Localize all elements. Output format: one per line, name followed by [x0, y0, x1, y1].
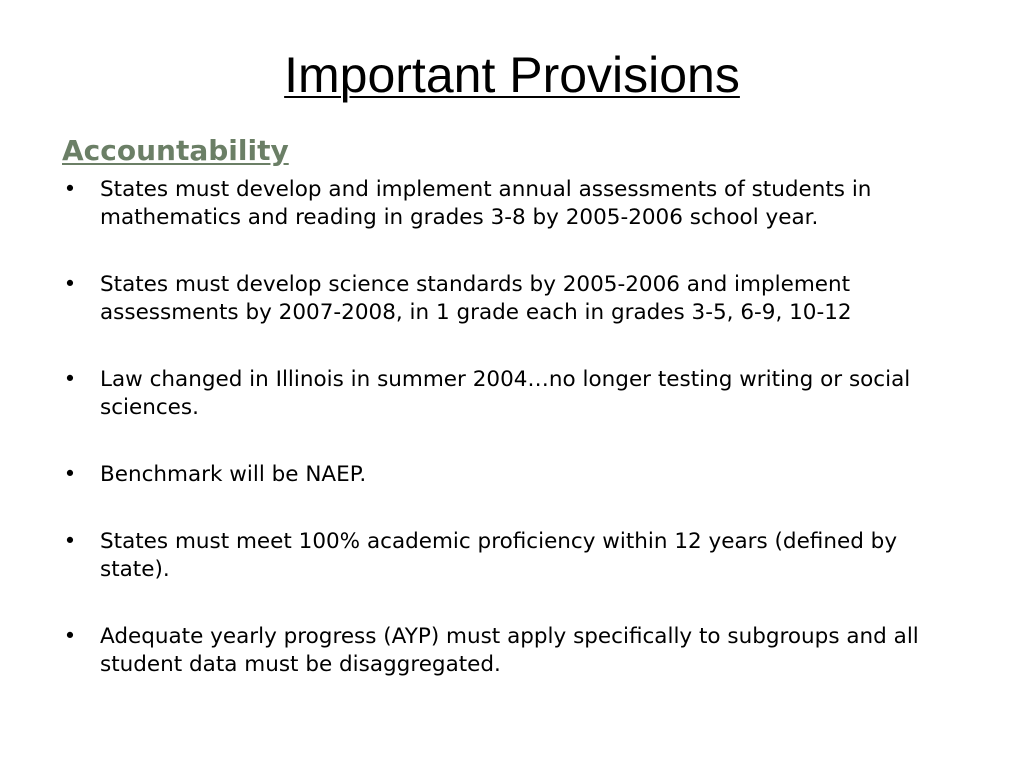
bullet-text: States must develop science standards by 2005-2006 and implement assessments by 2007-2008, in 1 grade each in grades 3-5, 6-9, 10-12 — [100, 272, 852, 325]
section-heading-accountability: Accountability — [62, 134, 289, 167]
bullet-item-2 — [60, 271, 960, 327]
bullet-text: Adequate yearly progress (AYP) must apply specifically to subgroups and all student data must be disaggregated. — [100, 624, 919, 677]
bullet-icon: • — [63, 624, 77, 649]
bullet-item-3 — [60, 366, 960, 422]
bullet-icon: • — [63, 462, 77, 487]
bullet-text: States must meet 100% academic proficiency within 12 years (defined by state). — [100, 529, 898, 582]
slide-title: Important Provisions — [284, 47, 740, 103]
bullet-icon: • — [63, 367, 77, 392]
bullet-text: States must develop and implement annual assessments of students in mathematics and reading in grades 3-8 by 2005-2006 school year. — [100, 177, 872, 230]
bullet-list — [60, 176, 960, 718]
bullet-text: Benchmark will be NAEP. — [100, 462, 367, 487]
bullet-icon: • — [63, 272, 77, 297]
bullet-item-5 — [60, 528, 960, 584]
bullet-text: Law changed in Illinois in summer 2004…no longer testing writing or social sciences. — [100, 367, 911, 420]
bullet-item-6 — [60, 623, 960, 679]
bullet-icon: • — [63, 177, 77, 202]
bullet-item-1 — [60, 176, 960, 232]
bullet-icon: • — [63, 529, 77, 554]
bullet-item-4 — [60, 461, 960, 489]
